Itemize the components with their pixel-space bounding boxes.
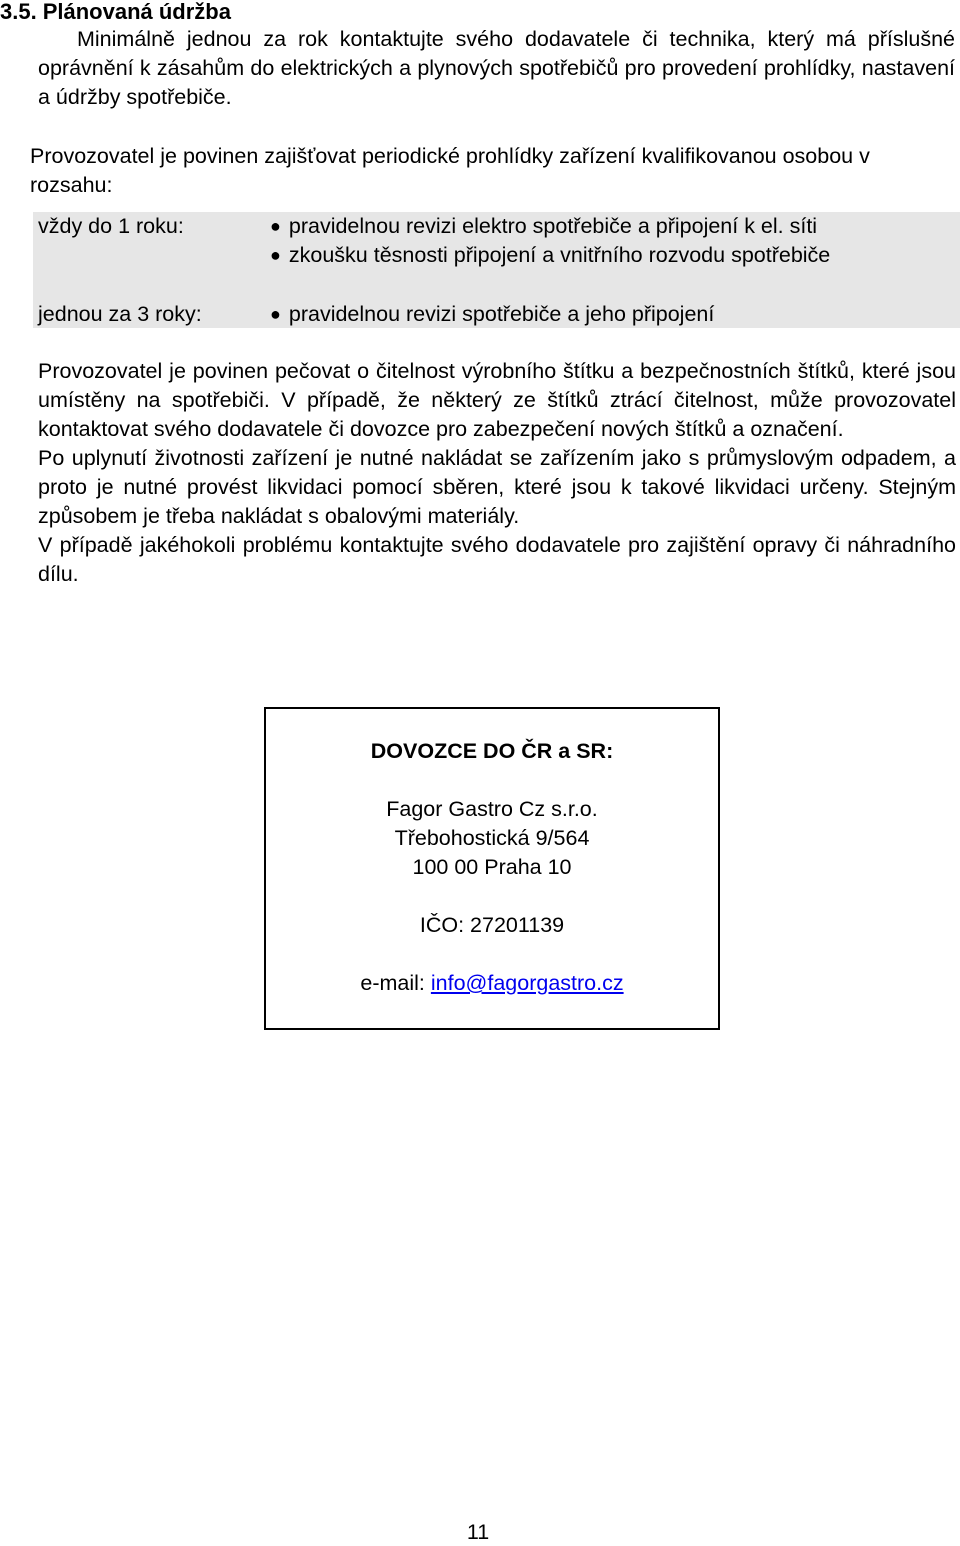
street-address: Třebohostická 9/564 (394, 826, 590, 850)
table-row-label: vždy do 1 roku: (38, 214, 184, 238)
table-row-item (270, 241, 830, 271)
labels-paragraph: Provozovatel je povinen pečovat o čitelnost výrobního štítku a bezpečnostních štítků, které jsou umístěny na spotřebiči. V případě, že některý ze štítků ztrácí čitelnost, může provozovatel kontaktovat svého dodavatele či dovozce pro zabezpečení nových štítků a označení. (38, 359, 956, 441)
email-link[interactable]: info@fagorgastro.cz (430, 971, 624, 995)
inspection-table (33, 212, 960, 328)
table-row-item (270, 300, 714, 330)
importer-contact-box (264, 707, 720, 1030)
company-name: Fagor Gastro Cz s.r.o. (386, 797, 598, 821)
email-line (266, 969, 718, 998)
contact-title: DOVOZCE DO ČR a SR: (370, 739, 614, 763)
operator-paragraph: Provozovatel je povinen zajišťovat periodické prohlídky zařízení kvalifikovanou osobou v rozsahu: (30, 144, 870, 197)
city-address: 100 00 Praha 10 (412, 855, 572, 879)
table-item-text: pravidelnou revizi spotřebiče a jeho připojení (288, 302, 715, 326)
section-number: 3.5. (0, 0, 37, 24)
company-id: IČO: 27201139 (419, 913, 565, 937)
email-label: e-mail: (360, 971, 425, 995)
service-paragraph: V případě jakéhokoli problému kontaktujte svého dodavatele pro zajištění opravy či náhradního dílu. (38, 533, 956, 586)
disposal-paragraph: Po uplynutí životnosti zařízení je nutné nakládat se zařízením jako s průmyslovým odpadem, a proto je nutné provést likvidaci pomocí sběren, které jsou k takové likvidaci určeny. Stejným způsobem je třeba nakládat s obalovými materiály. (38, 446, 956, 528)
body-text (38, 357, 956, 589)
bullet-icon: ● (270, 216, 281, 236)
table-row-label: jednou za 3 roky: (38, 302, 202, 326)
bullet-icon: ● (270, 245, 281, 265)
section-heading (0, 0, 231, 24)
intro-paragraph: Minimálně jednou za rok kontaktujte svého dodavatele či technika, který má příslušné oprávnění k zásahům do elektrických a plynových spotřebičů pro provedení prohlídky, nastavení a údržby spotřebiče. (38, 27, 955, 109)
table-item-text: pravidelnou revizi elektro spotřebiče a připojení k el. síti (288, 214, 818, 238)
bullet-icon: ● (270, 304, 281, 324)
table-row-item (270, 212, 817, 242)
table-item-text: zkoušku těsnosti připojení a vnitřního rozvodu spotřebiče (288, 243, 831, 267)
page-number: 11 (466, 1520, 490, 1544)
section-title: Plánovaná údržba (42, 0, 231, 24)
